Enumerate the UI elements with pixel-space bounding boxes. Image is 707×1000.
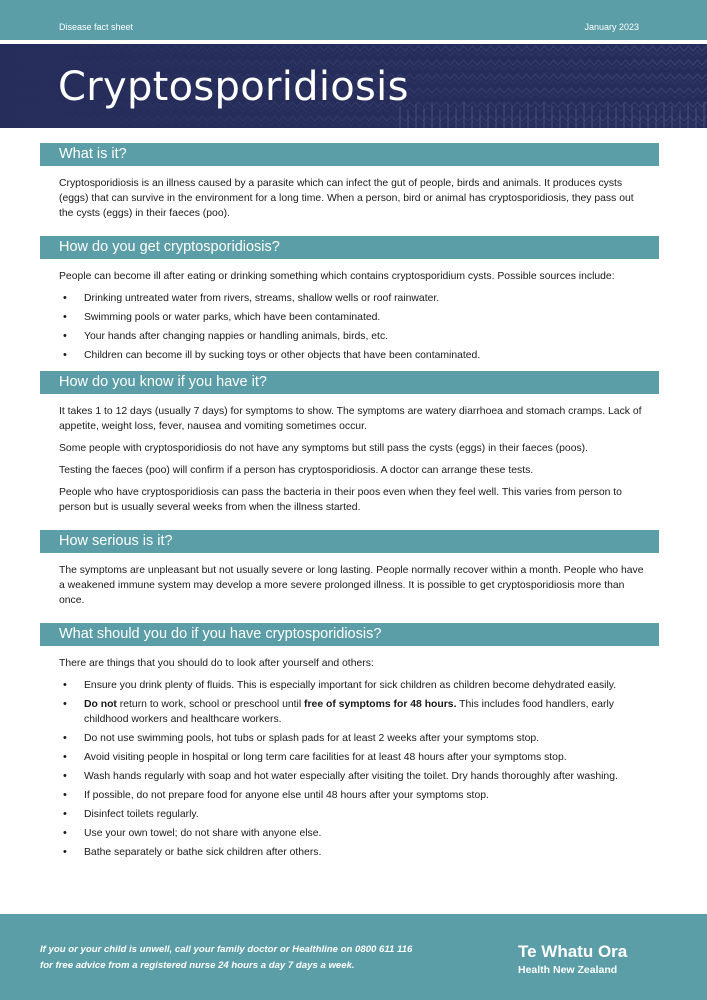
what-do-intro: There are things that you should do to look after yourself and others: — [59, 658, 374, 669]
list-item: • Do not use swimming pools, hot tubs or splash pads for at least 2 weeks after your symptoms stop. — [40, 731, 659, 746]
how-get-intro: People can become ill after eating or drinking something which contains cryptosporidium cysts. Possible sources include: — [59, 271, 615, 282]
title-banner — [0, 44, 707, 128]
list-item: • Use your own towel; do not share with anyone else. — [40, 826, 659, 841]
list-item — [40, 697, 659, 727]
section-heading-serious: How serious is it? — [40, 530, 659, 553]
serious-paragraph: The symptoms are unpleasant but not usually severe or long lasting. People normally recover within a month. People who have a weakened immune system may develop a more severe prolonged illness. It is possible to get cryptosporidiosis more than once. — [59, 565, 644, 606]
main-content — [40, 143, 659, 868]
list-item: • Wash hands regularly with soap and hot water especially after visiting the toilet. Dry hands thoroughly after washing. — [40, 769, 659, 784]
list-item-text: This includes food handlers, early childhood workers and healthcare workers. — [84, 699, 614, 725]
bold-text: Do not — [84, 699, 117, 710]
date-label: January 2023 — [584, 22, 639, 32]
list-item: • Drinking untreated water from rivers, streams, shallow wells or roof rainwater. — [40, 291, 659, 306]
list-item: • Your hands after changing nappies or handling animals, birds, etc. — [40, 329, 659, 344]
doc-type-label: Disease fact sheet — [59, 22, 134, 32]
how-know-paragraph: It takes 1 to 12 days (usually 7 days) for symptoms to show. The symptoms are watery diarrhoea and stomach cramps. Lack of appetite, weight loss, fever, nausea and vomiting sometimes occur. — [59, 406, 642, 432]
brand-logo-subtitle: Health New Zealand — [518, 964, 618, 976]
list-item: • Ensure you drink plenty of fluids. This is especially important for sick children as children become dehydrated easily. — [40, 678, 659, 693]
brand-logo-name: Te Whatu Ora — [518, 942, 628, 961]
list-item: • Disinfect toilets regularly. — [40, 807, 659, 822]
top-bar — [0, 0, 707, 40]
sources-list — [40, 291, 659, 363]
section-heading-what: What is it? — [40, 143, 659, 166]
footer — [0, 914, 707, 1000]
section-heading-how-get: How do you get cryptosporidiosis? — [40, 236, 659, 259]
how-know-paragraph: Testing the faeces (poo) will confirm if a person has cryptosporidiosis. A doctor can arrange these tests. — [59, 465, 534, 476]
list-item: • If possible, do not prepare food for anyone else until 48 hours after your symptoms stop. — [40, 788, 659, 803]
bold-text: free of symptoms for 48 hours. — [304, 699, 457, 710]
how-know-paragraph: Some people with cryptosporidiosis do not have any symptoms but still pass the cysts (eggs) in their faeces (poos). — [59, 443, 589, 454]
list-item: • Avoid visiting people in hospital or long term care facilities for at least 48 hours after your symptoms stop. — [40, 750, 659, 765]
list-item: • Children can become ill by sucking toys or other objects that have been contaminated. — [40, 348, 659, 363]
page-title: Cryptosporidiosis — [58, 64, 409, 110]
section-heading-how-know: How do you know if you have it? — [40, 371, 659, 394]
healthline-line: for free advice from a registered nurse 24 hours a day 7 days a week. — [40, 960, 355, 971]
list-item: • Swimming pools or water parks, which have been contaminated. — [40, 310, 659, 325]
list-item: • Bathe separately or bathe sick children after others. — [40, 845, 659, 860]
list-item-text: return to work, school or preschool until — [116, 699, 305, 710]
what-paragraph: Cryptosporidiosis is an illness caused by a parasite which can infect the gut of people, birds and animals. It produces cysts (eggs) that can survive in the environment for a long time. When a person, bird or animal has cryptosporidiosis, they pass out the cysts (eggs) in their faeces (poo). — [59, 178, 634, 219]
section-heading-what-do: What should you do if you have cryptosporidiosis? — [40, 623, 659, 646]
how-know-paragraph: People who have cryptosporidiosis can pass the bacteria in their poos even when they feel well. This varies from person to person but is usually several weeks from when the illness started. — [59, 487, 622, 513]
advice-list — [40, 678, 659, 860]
healthline-line: If you or your child is unwell, call your family doctor or Healthline on 0800 611 116 — [40, 944, 413, 955]
healthline-note — [40, 942, 412, 974]
